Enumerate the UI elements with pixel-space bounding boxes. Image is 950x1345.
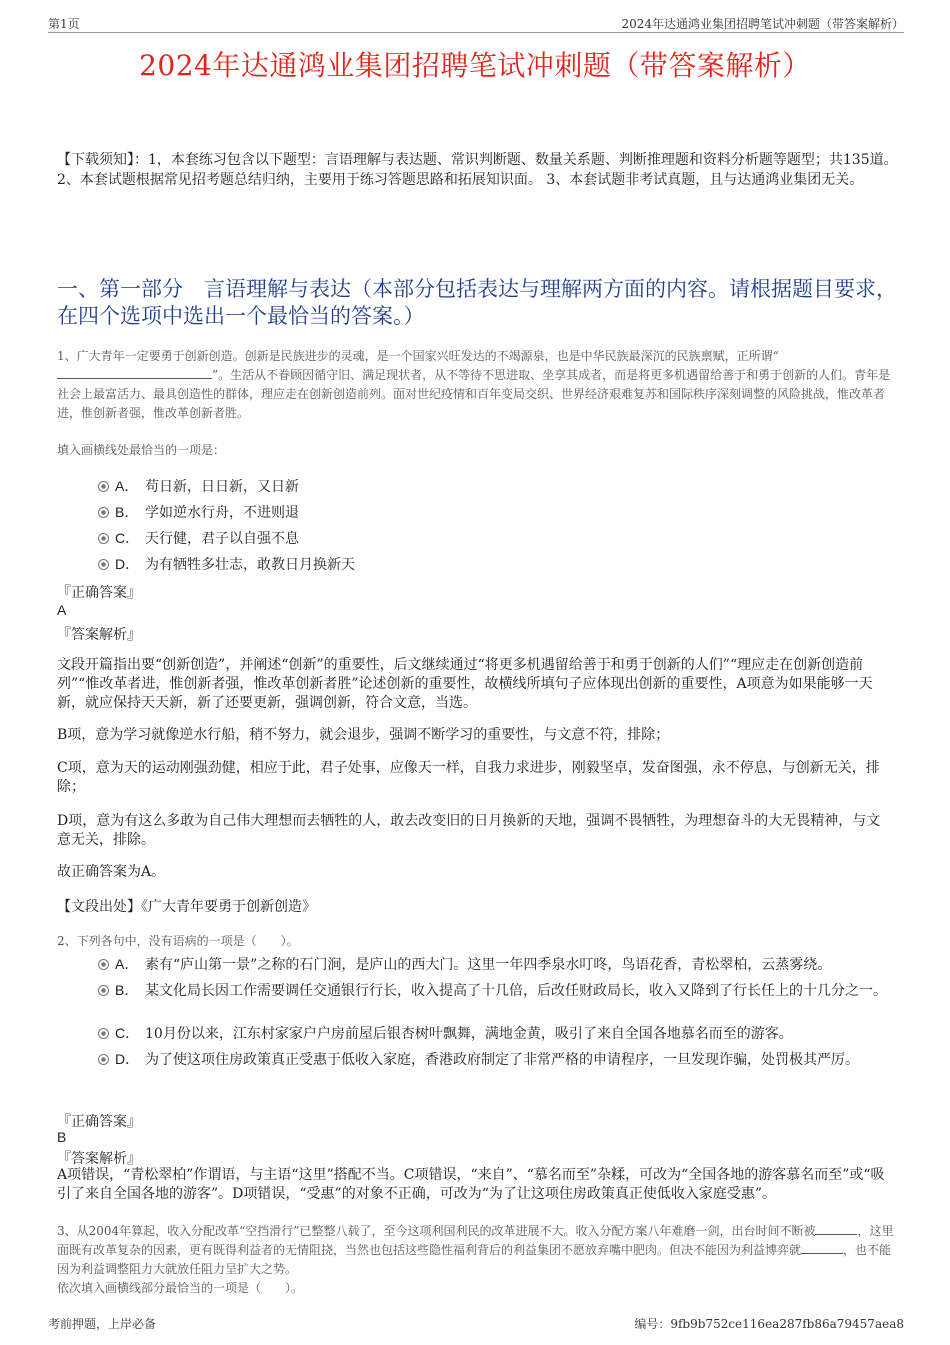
header-doc-title: 2024年达通鸿业集团招聘笔试冲刺题（带答案解析）: [621, 17, 904, 31]
page-number: 第1页: [48, 17, 80, 31]
radio-icon[interactable]: [98, 1028, 109, 1039]
answer-blank: [815, 1222, 857, 1235]
q2-option-c[interactable]: C． 10月份以来，江东村家家户户房前屋后银杏树叶飘舞，满地金黄，吸引了来自全国各地慕名而至的游客。: [98, 1021, 893, 1046]
q1-analysis-paragraph: 文段开篇指出要“创新创造”，并阐述“创新”的重要性，后文继续通过“将更多机遇留给善于和勇于创新的人们”“理应走在创新创造前列”“惟改革者进，惟创新者强，惟改革创新者胜”论述创新的重要性，故横线所填句子应体现出创新的重要性，A项意为如果能够一天新，就应保持天天新，新了还要更新，强调创新，符合文意，当选。: [57, 657, 873, 711]
q1-option-a[interactable]: A． 苟日新，日日新，又日新: [98, 474, 893, 499]
question-1-stem-before: 1、广大青年一定要勇于创新创造。创新是民族进步的灵魂，是一个国家兴旺发达的不竭源泉，也是中华民族最深沉的民族禀赋，正所谓“: [57, 349, 779, 363]
q1-analysis-paragraph: D项，意为有这么多敢为自己伟大理想而去牺牲的人，敢去改变旧的日月换新的天地，强调不畏牺牲，为理想奋斗的大无畏精神，与文意无关，排除。: [57, 813, 881, 848]
q1-analysis-conclusion: 故正确答案为A。: [57, 864, 166, 880]
q2-analysis: A项错误，“青松翠柏”作谓语，与主语“这里”搭配不当。C项错误，“来自”、“慕名而至”杂糅，可改为“全国各地的游客慕名而至”或“吸引了来自全国各地的游客”。D项错误，“受惠”的对象不正确，可改为“为了让这项住房政策真正使低收入家庭受惠”。: [57, 1167, 885, 1202]
q1-analysis-label: 『答案解析』: [57, 627, 141, 643]
q1-analysis-paragraph: C项，意为天的运动刚强劲健，相应于此，君子处事，应像天一样，自我力求进步，刚毅坚卓，发奋图强，永不停息，与创新无关，排除；: [57, 760, 880, 795]
footer-slogan: 考前押题，上岸必备: [48, 1317, 157, 1331]
q1-analysis-paragraph: B项，意为学习就像逆水行船，稍不努力，就会退步，强调不断学习的重要性，与文意不符，排除；: [57, 727, 670, 743]
page-footer: [48, 1315, 904, 1331]
answer-blank: [57, 366, 212, 379]
q2-answer: B: [57, 1129, 67, 1145]
q1-option-d[interactable]: D． 为有牺牲多壮志，敢教日月换新天: [98, 552, 893, 577]
q2-option-d[interactable]: D． 为了使这项住房政策真正受惠于低收入家庭，香港政府制定了非常严格的申请程序，一旦发现诈骗，处罚极其严厉。: [98, 1047, 893, 1072]
q1-option-c[interactable]: C． 天行健，君子以自强不息: [98, 526, 893, 551]
question-1-prompt: 填入画横线处最恰当的一项是：: [57, 443, 226, 457]
q1-source: 【文段出处】《广大青年要勇于创新创造》: [57, 899, 316, 915]
download-notice: 【下载须知】：1，本套练习包含以下题型：言语理解与表达题、常识判断题、数量关系题、判断推理题和资料分析题等题型；共135道。 2、本套试题根据常见招考题总结归纳，主要用于练习答题思路和拓展知识面。 3、本套试题非考试真题，且与达通鸿业集团无关。: [57, 152, 898, 188]
question-2-text: 2、下列各句中，没有语病的一项是（ ）。: [57, 934, 299, 948]
q1-answer: A: [57, 602, 67, 618]
radio-icon[interactable]: [98, 985, 109, 996]
q2-option-a[interactable]: A． 素有“庐山第一景”之称的石门涧，是庐山的西大门。这里一年四季泉水叮咚，鸟语花香，青松翠柏，云蒸雾绕。: [98, 952, 893, 977]
question-3-text: 3、从2004年算起，收入分配改革“空挡滑行”已整整八载了，至今这项利国利民的改革进展不大。收入分配方案八年难磨一剑，出台时间不断被 ，这里面既有改革复杂的因素，更有既得利益者的无情阻挠，当然也包括这些隐性福利背后的利益集团不愿放弃嘴中肥肉。但决不能因为利益博弈就 ，也不能因为利益调整阻力大就放任阻力呈扩大之势。 依次填入画横线部分最恰当的一项是（ ）。: [57, 1224, 894, 1295]
q2-answer-label: 『正确答案』: [57, 1114, 141, 1130]
section-heading: 一、第一部分 言语理解与表达（本部分包括表达与理解两方面的内容。请根据题目要求，在四个选项中选出一个最恰当的答案。）: [57, 277, 897, 328]
q1-option-b[interactable]: B． 学如逆水行舟，不进则退: [98, 500, 893, 525]
radio-icon[interactable]: [98, 959, 109, 970]
document-title: 2024年达通鸿业集团招聘笔试冲刺题（带答案解析）: [139, 49, 811, 82]
radio-icon[interactable]: [98, 481, 109, 492]
radio-icon[interactable]: [98, 533, 109, 544]
question-1-text: [57, 347, 900, 423]
question-3-prompt: 依次填入画横线部分最恰当的一项是（ ）。: [57, 1281, 304, 1295]
q2-analysis-label: 『答案解析』: [57, 1151, 141, 1167]
q1-answer-label: 『正确答案』: [57, 585, 141, 601]
answer-blank: [801, 1241, 843, 1254]
radio-icon[interactable]: [98, 507, 109, 518]
question-1-stem-after: ”。生活从不眷顾因循守旧、满足现状者，从不等待不思进取、坐享其成者，而是将更多机遇留给善于和勇于创新的人们。青年是社会上最富活力、最具创造性的群体，理应走在创新创造前列。面对世纪疫情和百年变局交织、世界经济艰难复苏和国际秩序深刻调整的风险挑战，惟改革者进，惟创新者强，惟改革创新者胜。: [57, 368, 891, 420]
q2-option-b[interactable]: B． 某文化局长因工作需要调任交通银行行长，收入提高了十几倍，后改任财政局长，收入又降到了行长任上的十几分之一。: [98, 978, 893, 1003]
radio-icon[interactable]: [98, 559, 109, 570]
footer-code: 编号：9fb9b752ce116ea287fb86a79457aea8: [634, 1317, 904, 1331]
radio-icon[interactable]: [98, 1054, 109, 1065]
page-header: [48, 14, 904, 33]
